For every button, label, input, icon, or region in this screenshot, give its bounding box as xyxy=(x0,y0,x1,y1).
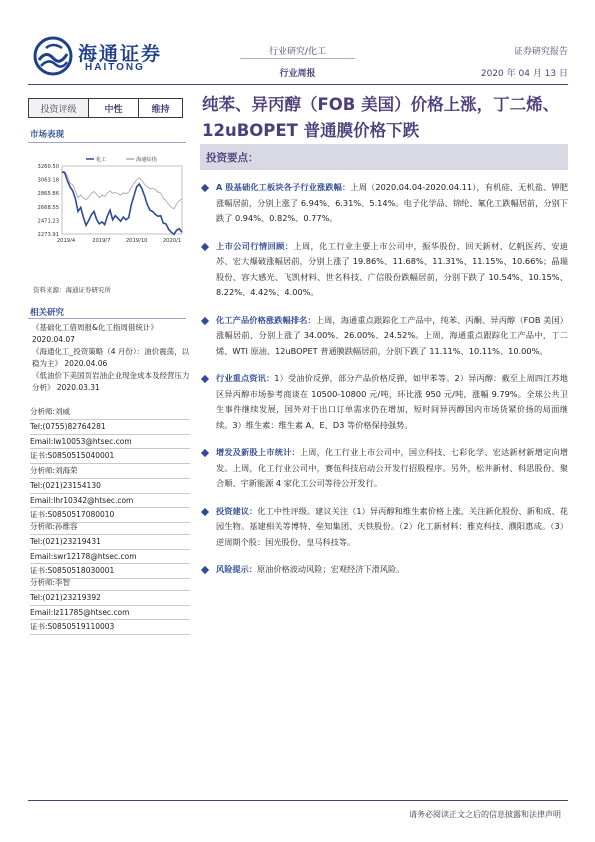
rating-action: 维持 xyxy=(151,104,170,115)
rating-value: 中性 xyxy=(89,99,139,117)
legend-label: 海通综指 xyxy=(136,157,157,163)
point-text: 化工中性评级。建议关注（1）异丙醇和维生素价格上涨，关注新化股份、新和成、花园生物。基建相关等博特、垒知集团、天铁股份。（2）化工新材料：雅克科技、濮阳惠成。（3）逆周期个股：国光股份、皇马科技等。 xyxy=(216,505,568,547)
related-item-title: 《基础化工借周报&化工指周借统计》 xyxy=(32,323,158,332)
analyst-name: 分析师:刘威 xyxy=(30,405,190,420)
related-item-title: 《海通化工_投资策略（4 月份）：油价震荡，以稳为主》 xyxy=(32,347,190,368)
y-tick-label: 3260.50 xyxy=(37,164,59,170)
investment-point xyxy=(200,180,568,227)
report-category: 行业研究/化工 xyxy=(268,47,327,57)
point-label: 风险提示： xyxy=(216,564,257,574)
diamond-bullet-icon xyxy=(201,566,209,574)
investment-point xyxy=(200,504,568,551)
investment-point xyxy=(200,371,568,433)
diamond-bullet-icon xyxy=(201,449,209,457)
point-label: 增发及新股上市统计： xyxy=(216,447,300,457)
disclaimer-footer: 请务必阅读正文之后的信息披露和法律声明 xyxy=(409,810,561,819)
series-line xyxy=(62,171,182,209)
legend-label: 化工 xyxy=(96,157,107,163)
diamond-bullet-icon xyxy=(201,507,209,515)
analyst-tel: Tel:(0755)82764281 xyxy=(30,420,190,435)
related-list xyxy=(32,322,192,394)
haitong-logo-icon xyxy=(32,36,74,76)
y-tick-label: 2273.91 xyxy=(37,232,59,238)
analyst-email[interactable]: Email:swr12178@htsec.com xyxy=(30,550,190,565)
report-type: 行业周报 xyxy=(279,69,316,79)
investment-point xyxy=(200,239,568,301)
related-item-date: 2020.03.31 xyxy=(56,382,100,392)
investment-rating xyxy=(28,98,183,118)
point-label: 上市公司行情回顾： xyxy=(216,240,294,251)
analyst-name: 分析师:李智 xyxy=(30,576,190,591)
x-tick-label: 2019/10 xyxy=(125,238,148,244)
investment-point xyxy=(200,562,568,578)
point-text: 上周，化工行业上市公司中，国立科技、七彩化学、宏达新材新增定向增发。上周，化工行业公司中，赛伍科技启动公开发行招股程序。另外，松井新材、科思股份、聚合顺、宇新能源 4 家化工公司等待公开发行。 xyxy=(216,447,568,488)
point-text: 1）受油价反弹，部分产品价格反弹，如甲苯等。2）异丙醇：截至上周四江苏地区异丙醇市场参考商谈在 10500-10800 元/吨，环比涨 950 元/吨，涨幅 9.79%。全球公共卫生事件继续发展，国外对于出口订单需求仍在增加，短时间异丙醇国内市场货紧价扬的局面继续。3）维生素：维生素 A、E、D3 等价格保持强势。 xyxy=(216,373,568,430)
analyst-card xyxy=(30,576,190,635)
x-tick-label: 2020/1 xyxy=(162,238,182,244)
diamond-bullet-icon xyxy=(201,184,209,192)
logo-name-cn: 海通证券 xyxy=(78,43,163,65)
investment-points xyxy=(200,180,568,590)
chart-source: 资料来源：海通证券研究所 xyxy=(33,286,111,294)
report-title: 纯苯、异丙醇（FOB 美国）价格上涨，丁二烯、12uBOPET 普通膜价格下跌 xyxy=(202,95,560,140)
y-tick-label: 3063.18 xyxy=(37,177,59,184)
point-text: 上周（2020.04.04-2020.04.11），有机硅、无机盐、钾肥涨幅居前，分别上涨了 6.94%、6.31%、5.14%。电子化学品、锦纶、氟化工跌幅居前，分别下跌了 0.94%、0.82%、0.77%。 xyxy=(216,182,568,223)
rating-label: 投资评级 xyxy=(29,99,89,117)
analyst-tel: Tel:(021)23219392 xyxy=(30,591,190,606)
point-text: 原油价格波动风险；宏观经济下滑风险。 xyxy=(256,564,405,574)
x-tick-label: 2019/4 xyxy=(56,238,76,244)
related-item[interactable] xyxy=(32,346,192,369)
analyst-name: 分析师:刘海荣 xyxy=(30,464,190,479)
analyst-card xyxy=(30,405,190,464)
analyst-email[interactable]: Email:lz11785@htsec.com xyxy=(30,606,190,621)
related-item[interactable] xyxy=(32,370,192,393)
analyst-cert: 证书:S0850519110003 xyxy=(30,620,190,635)
analyst-tel: Tel:(021)23154130 xyxy=(30,479,190,494)
header-divider xyxy=(240,58,355,59)
analyst-cert: 证书:S0850515040001 xyxy=(30,449,190,464)
logo-name-en: HAITONG xyxy=(85,62,145,73)
point-text: 上周，化工行业主要上市公司中，振华股份、回天新材、亿帆医药、安迪苏、宏大爆破涨幅居前，分别上涨了 19.86%、11.68%、11.31%、11.15%、10.66%；晶瑞股份、容大感光、飞凯材料、世名科技、广信股份跌幅居前，分别下跌了 10.54%、10.15%、8.22%、4.42%、4.00%。 xyxy=(216,240,568,297)
point-label: A 股基础化工板块各子行业涨跌幅： xyxy=(216,182,351,192)
point-label: 行业重点资讯： xyxy=(216,373,275,383)
header-rule xyxy=(28,84,568,85)
related-item[interactable] xyxy=(32,322,192,345)
point-label: 投资建议： xyxy=(216,505,258,516)
market-performance-chart xyxy=(28,150,188,270)
investment-heading-bar xyxy=(200,144,568,170)
diamond-bullet-icon xyxy=(201,242,209,250)
diamond-bullet-icon xyxy=(201,375,209,383)
y-tick-label: 2865.86 xyxy=(37,191,59,198)
investment-heading: 投资要点： xyxy=(206,152,259,164)
report-date: 2020 年 04 月 13 日 xyxy=(480,69,568,79)
analyst-cert: 证书:S0850518030001 xyxy=(30,564,190,579)
diamond-bullet-icon xyxy=(201,316,209,324)
point-label: 化工产品价格涨跌幅排名： xyxy=(216,314,316,325)
y-tick-label: 2668.55 xyxy=(37,204,59,211)
market-section-rule xyxy=(28,142,186,143)
point-text: 上周，海通重点跟踪化工产品中，纯苯、丙酮、异丙醇（FOB 美国）涨幅居前，分别上涨了 34.00%、26.00%、24.52%。上周，海通重点跟踪化工产品中，丁二烯、WTI 原油、12uBOPET 普通膜跌幅居前，分别下跌了 11.11%、10.11%、10.00%。 xyxy=(216,314,568,356)
related-item-title: 《低油价下美国页岩油企业现金成本及经营压力分析》 xyxy=(32,371,190,392)
investment-point xyxy=(200,445,568,492)
analyst-name: 分析师:孙维容 xyxy=(30,520,190,535)
related-section-title: 相关研究 xyxy=(30,308,65,318)
analyst-card xyxy=(30,464,190,523)
analyst-cert: 证书:S0850517080010 xyxy=(30,508,190,523)
analyst-card xyxy=(30,520,190,579)
doc-type: 证券研究报告 xyxy=(513,47,568,57)
company-logo xyxy=(32,36,207,76)
market-section-title: 市场表现 xyxy=(30,130,65,140)
series-line xyxy=(62,172,182,234)
x-tick-label: 2019/7 xyxy=(92,238,111,244)
related-section-rule xyxy=(28,318,186,319)
y-tick-label: 2471.23 xyxy=(37,218,59,225)
analyst-email[interactable]: Email:lhr10342@htsec.com xyxy=(30,494,190,509)
investment-point xyxy=(200,313,568,360)
footer-rule xyxy=(28,800,568,801)
analyst-tel: Tel:(021)23219431 xyxy=(30,535,190,550)
related-item-date: 2020.04.06 xyxy=(64,358,108,368)
related-item-date: 2020.04.07 xyxy=(32,334,75,344)
analyst-email[interactable]: Email:lw10053@htsec.com xyxy=(30,435,190,450)
